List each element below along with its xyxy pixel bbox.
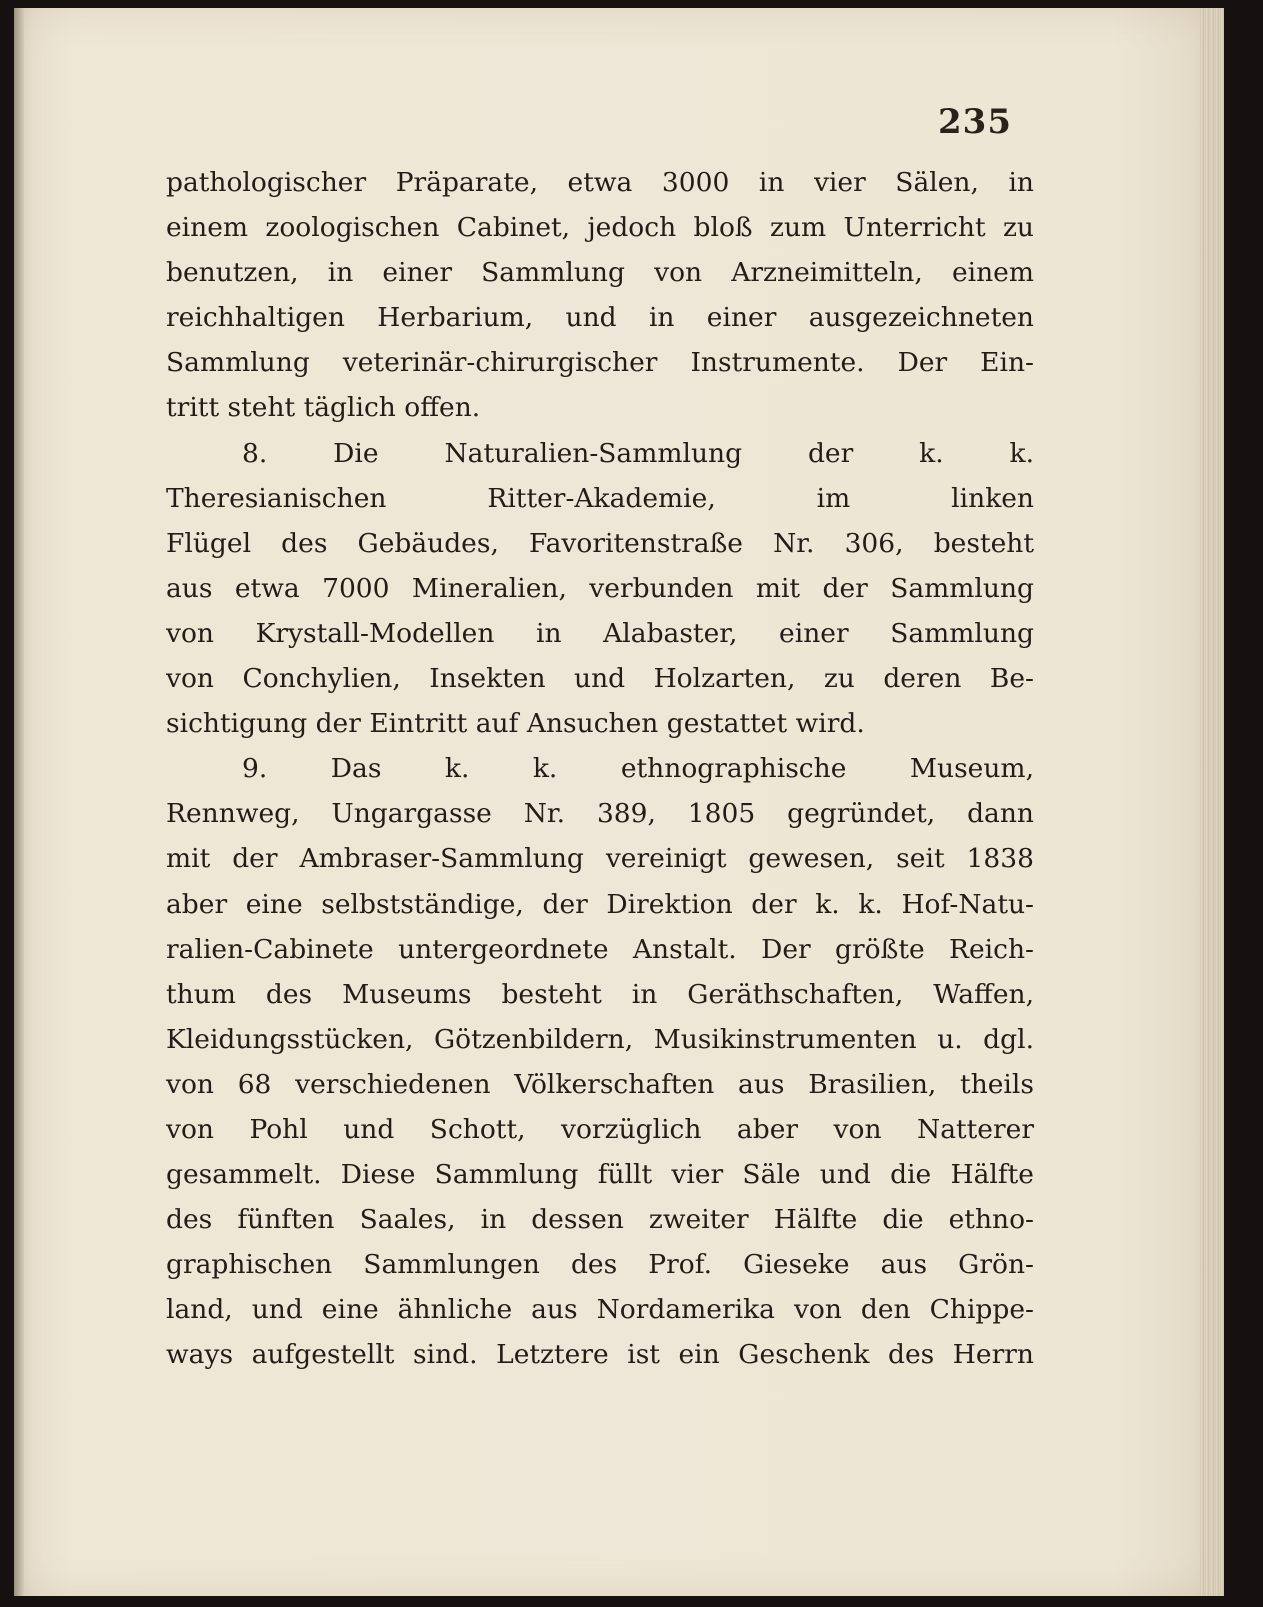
text-line: von Pohl und Schott, vorzüglich aber von Natterer xyxy=(166,1113,1034,1145)
body-text xyxy=(166,160,1034,1378)
text-line: von Krystall-Modellen in Alabaster, einer Sammlung xyxy=(166,617,1034,649)
text-line: sichtigung der Eintritt auf Ansuchen gestattet wird. xyxy=(166,708,865,740)
page-edge xyxy=(1200,8,1224,1596)
book-page xyxy=(14,8,1224,1596)
text-line: von Conchylien, Insekten und Holzarten, zu deren Be- xyxy=(166,663,1034,695)
text-line: thum des Museums besteht in Geräthschaften, Waffen, xyxy=(166,978,1034,1010)
text-line: des fünften Saales, in dessen zweiter Hälfte die ethno- xyxy=(166,1204,1034,1236)
text-line: Sammlung veterinär-chirurgischer Instrumente. Der Ein- xyxy=(166,347,1034,379)
text-line: land, und eine ähnliche aus Nordamerika von den Chippe- xyxy=(166,1294,1034,1326)
text-line: aber eine selbstständige, der Direktion der k. k. Hof-Natu- xyxy=(166,888,1034,920)
text-line: Flügel des Gebäudes, Favoritenstraße Nr. 306, besteht xyxy=(166,527,1034,559)
text-line: Theresianischen Ritter-Akademie, im linken xyxy=(166,482,1034,514)
text-line: pathologischer Präparate, etwa 3000 in vier Sälen, in xyxy=(166,167,1034,198)
text-line: ralien-Cabinete untergeordnete Anstalt. Der größte Reich- xyxy=(166,933,1034,965)
text-line: mit der Ambraser-Sammlung vereinigt gewesen, seit 1838 xyxy=(166,843,1034,875)
text-line: ways aufgestellt sind. Letztere ist ein Geschenk des Herrn xyxy=(166,1339,1034,1371)
text-line: Rennweg, Ungargasse Nr. 389, 1805 gegründet, dann xyxy=(166,798,1034,830)
text-line: aus etwa 7000 Mineralien, verbunden mit der Sammlung xyxy=(166,572,1034,604)
text-line: einem zoologischen Cabinet, jedoch bloß zum Unterricht zu xyxy=(166,212,1034,244)
text-line: benutzen, in einer Sammlung von Arzneimitteln, einem xyxy=(166,257,1034,289)
text-line: tritt steht täglich offen. xyxy=(166,392,481,424)
text-line: Kleidungsstücken, Götzenbildern, Musikinstrumenten u. dgl. xyxy=(166,1023,1034,1055)
text-line: graphischen Sammlungen des Prof. Gieseke aus Grön- xyxy=(166,1249,1034,1281)
text-line: von 68 verschiedenen Völkerschaften aus Brasilien, theils xyxy=(166,1068,1034,1100)
page-number: 235 xyxy=(938,102,1012,142)
text-line: gesammelt. Diese Sammlung füllt vier Säle und die Hälfte xyxy=(166,1159,1034,1191)
text-line: reichhaltigen Herbarium, und in einer ausgezeichneten xyxy=(166,302,1034,334)
text-line: 8. Die Naturalien-Sammlung der k. k. xyxy=(242,437,1034,469)
page-gutter xyxy=(14,8,24,1596)
text-line: 9. Das k. k. ethnographische Museum, xyxy=(242,753,1034,785)
